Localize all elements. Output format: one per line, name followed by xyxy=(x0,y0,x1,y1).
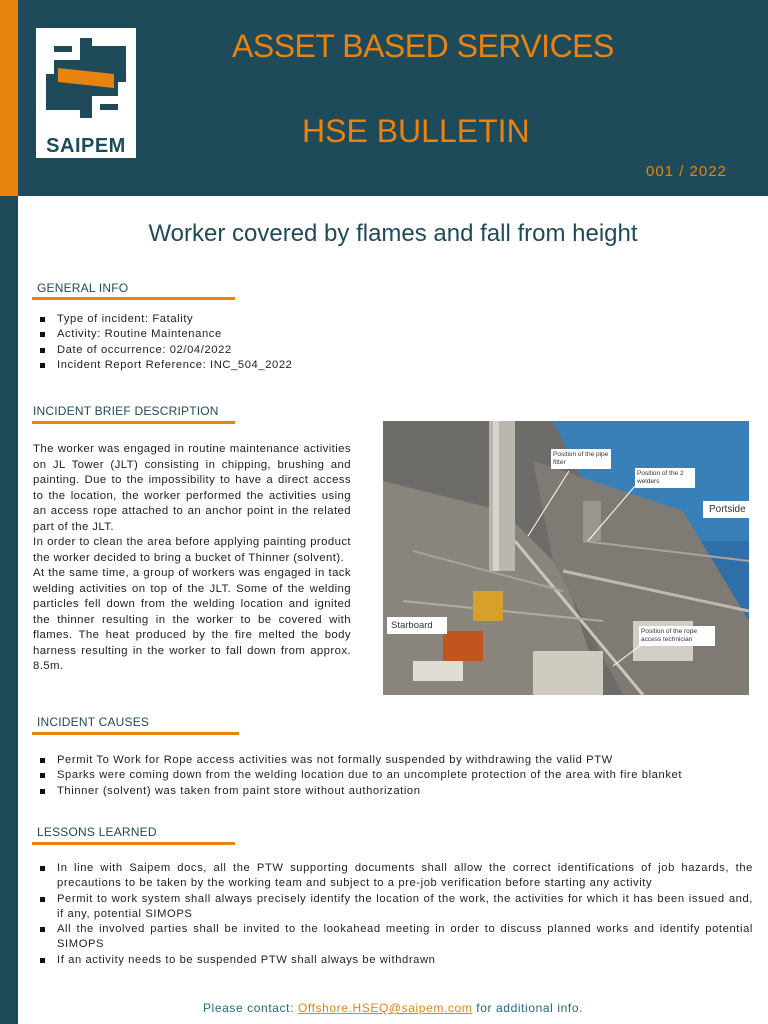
list-item: Permit to work system shall always precisely identify the location of the work, the activities for which it has been issued and, if any, potential SIMOPS xyxy=(37,892,753,923)
issue-number: 001 / 2022 xyxy=(646,163,727,180)
incident-site-photo xyxy=(383,421,749,695)
section-underline xyxy=(32,297,235,300)
logo-wordmark: SAIPEM xyxy=(46,135,126,157)
contact-email-link[interactable]: Offshore.HSEQ@saipem.com xyxy=(297,1001,473,1015)
photo-label-portside: Portside xyxy=(703,501,763,518)
footer-contact xyxy=(18,1001,768,1015)
page-title: Worker covered by flames and fall from height xyxy=(148,220,638,247)
description-paragraph: In order to clean the area before applying painting product the worker decided to bring a bucket of Thinner (solvent). xyxy=(33,536,351,564)
list-item: Thinner (solvent) was taken from paint store without authorization xyxy=(37,784,749,799)
section-heading-description: INCIDENT BRIEF DESCRIPTION xyxy=(33,404,219,418)
bulletin-header xyxy=(0,0,768,196)
section-underline xyxy=(32,421,235,424)
list-item: Activity: Routine Maintenance xyxy=(37,327,357,342)
causes-list xyxy=(37,753,749,799)
general-info-list xyxy=(37,312,357,373)
list-item: If an activity needs to be suspended PTW shall always be withdrawn xyxy=(37,953,753,968)
footer-suffix: for additional info. xyxy=(472,1001,584,1015)
header-title-line2: HSE BULLETIN xyxy=(302,113,530,149)
description-paragraph: The worker was engaged in routine maintenance activities on JL Tower (JLT) consisting in chipping, brushing and painting. Due to the impossibility to have a direct access to the location, the worker performed the activities using an access rope attached to an anchor point in the related part of the JLT. xyxy=(33,443,351,533)
description-paragraph: At the same time, a group of workers was engaged in tack welding activities on top of the JLT. Some of the welding particles fell down from the welding location and ignited the thinner resulting in the worker to be covered with flames. The heat produced by the fire melted the body harness resulting in the worker to fall down from approx. 8.5m. xyxy=(33,567,351,672)
list-item: Incident Report Reference: INC_504_2022 xyxy=(37,358,357,373)
photo-label-rope-technician: Position of the rope access technician xyxy=(639,626,715,646)
incident-description xyxy=(33,442,351,675)
list-item: Type of incident: Fatality xyxy=(37,312,357,327)
section-underline xyxy=(32,842,235,845)
photo-label-starboard: Starboard xyxy=(387,617,447,634)
list-item: In line with Saipem docs, all the PTW supporting documents shall allow the correct identifications of job hazards, the precautions to be taken by the working team and subject to a pre-job verification before starting any activity xyxy=(37,861,753,892)
section-heading-general-info: GENERAL INFO xyxy=(37,281,129,295)
footer-prefix: Please contact: xyxy=(202,1001,298,1015)
list-item: Date of occurrence: 02/04/2022 xyxy=(37,343,357,358)
list-item: Permit To Work for Rope access activities was not formally suspended by withdrawing the valid PTW xyxy=(37,753,749,768)
header-title-line1: ASSET BASED SERVICES xyxy=(232,28,614,64)
header-accent-strip xyxy=(0,0,18,196)
section-underline xyxy=(32,732,239,735)
photo-label-pipe-fitter: Position of the pipe fitter xyxy=(551,449,611,469)
section-heading-lessons: LESSONS LEARNED xyxy=(37,825,157,839)
section-heading-causes: INCIDENT CAUSES xyxy=(37,715,150,729)
bulletin-body xyxy=(18,196,768,1024)
lessons-list xyxy=(37,861,753,968)
list-item: All the involved parties shall be invited to the lookahead meeting in order to discuss planned works and identify potential SIMOPS xyxy=(37,922,753,953)
photo-label-welders: Position of the 2 welders xyxy=(635,468,695,488)
list-item: Sparks were coming down from the welding location due to an uncomplete protection of the area with fire blanket xyxy=(37,768,749,783)
